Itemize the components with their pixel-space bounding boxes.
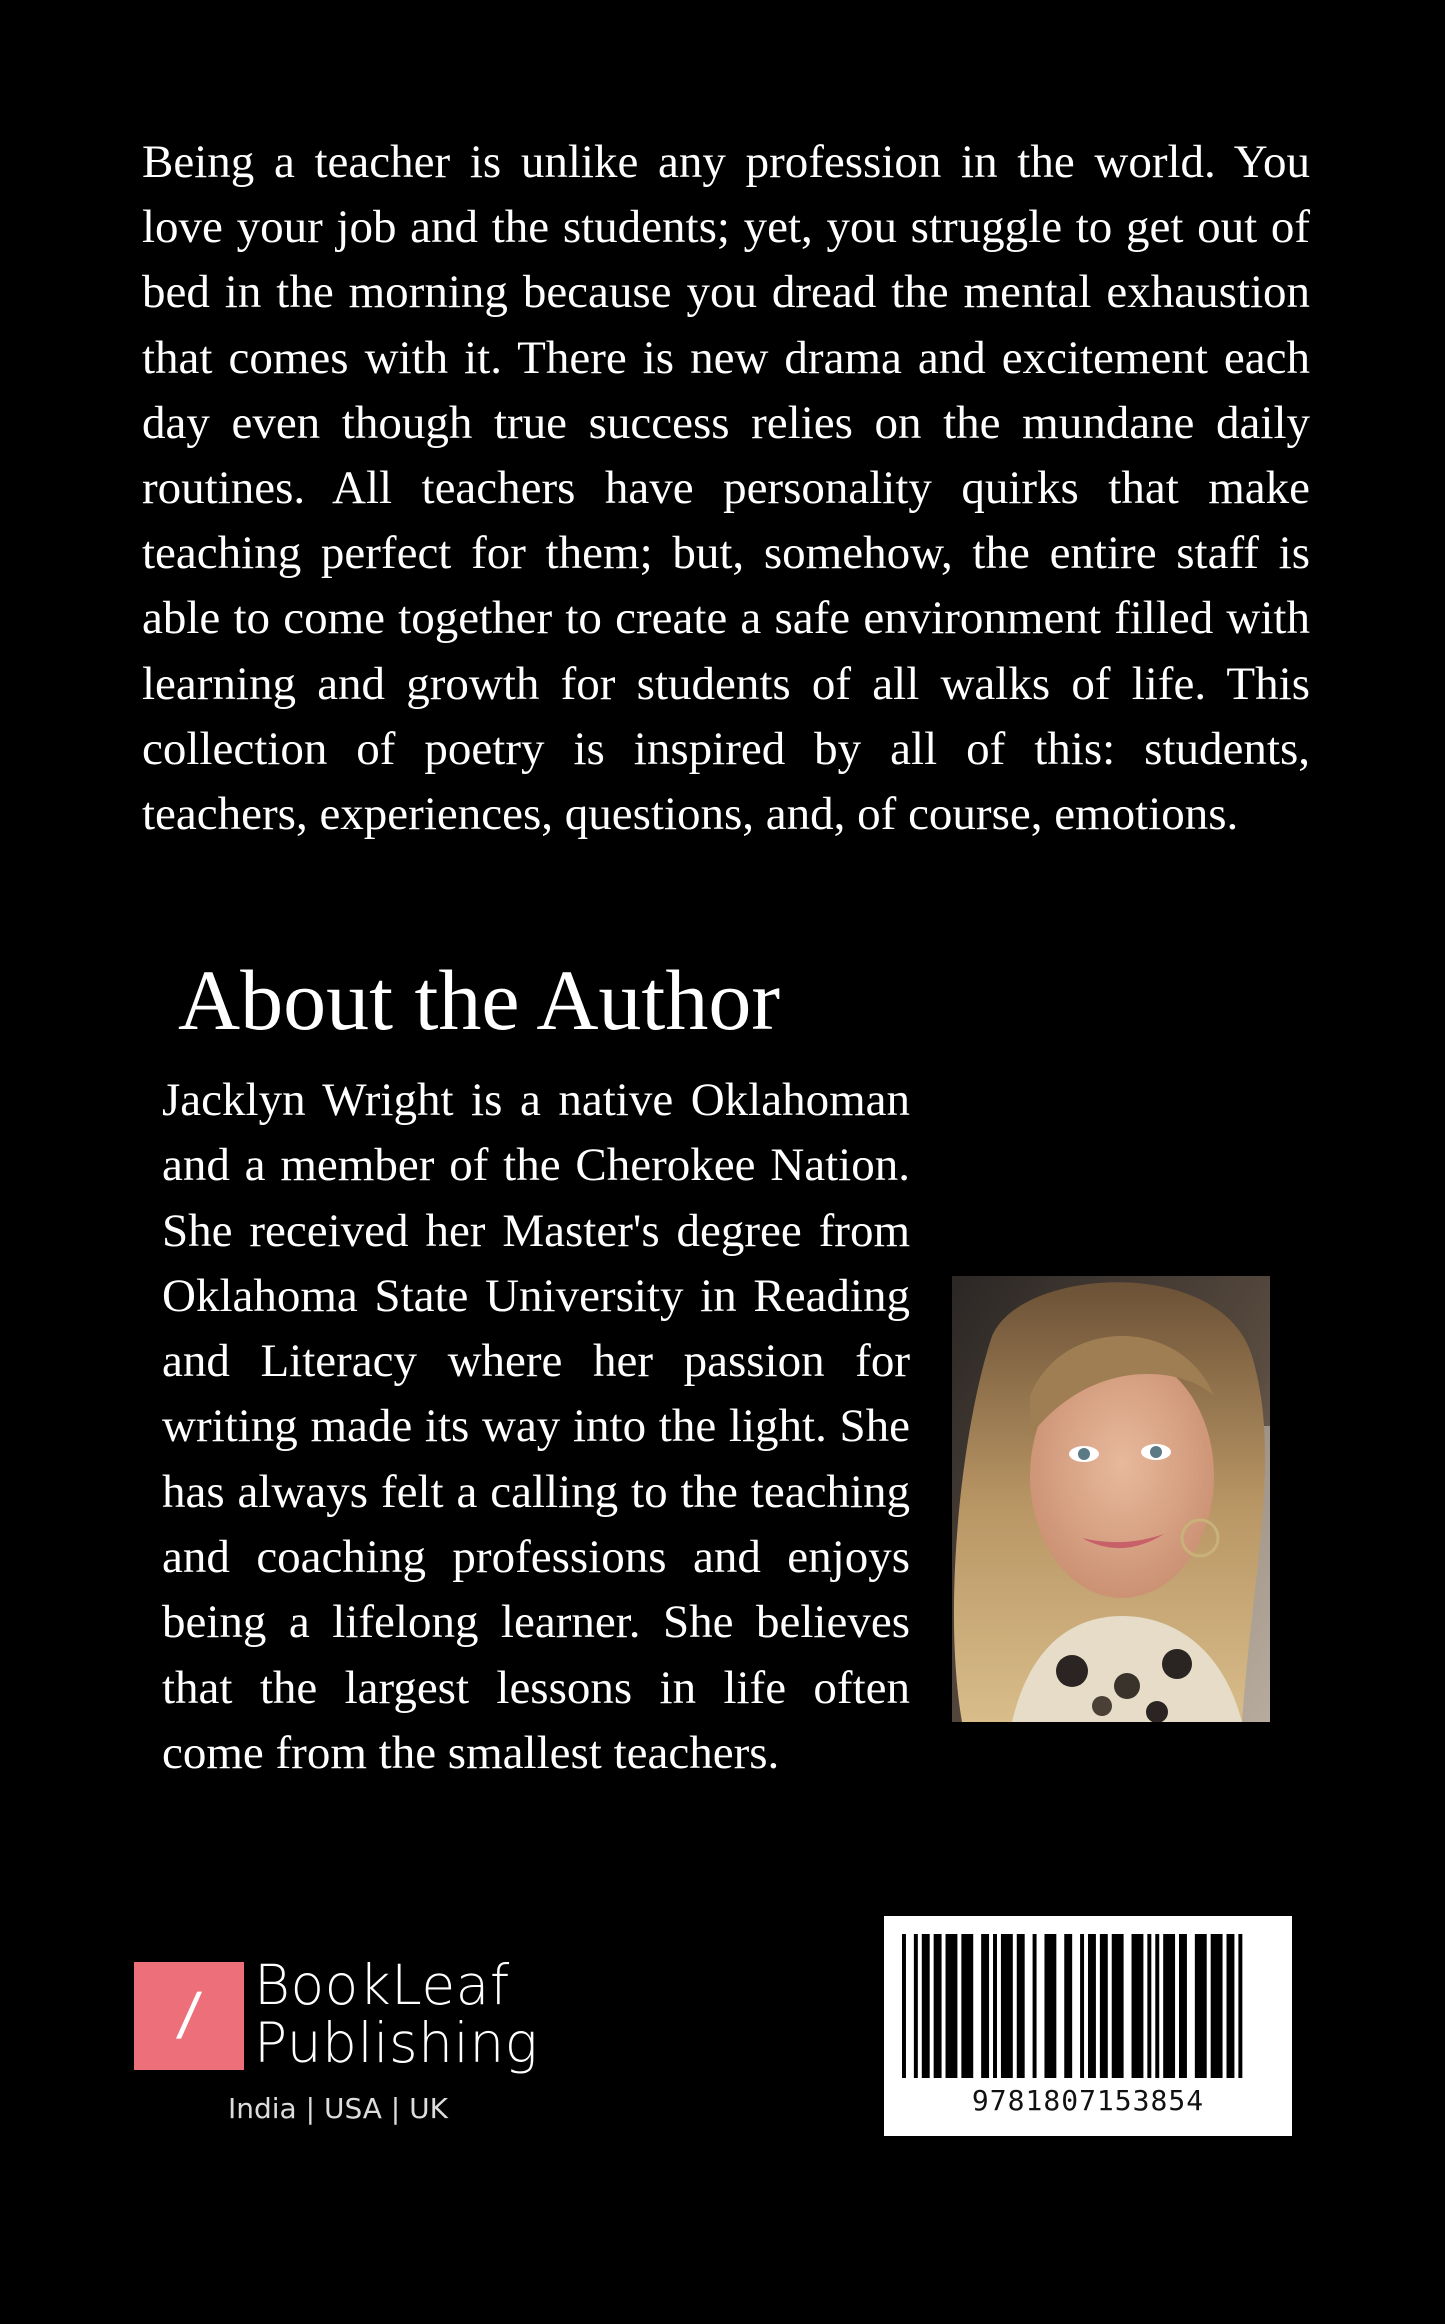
barcode-bar xyxy=(1147,1934,1151,2078)
barcode-bar xyxy=(934,1934,942,2078)
author-bio: Jacklyn Wright is a native Oklahoman and a member of the Cherokee Nation. She received her Master's degree from Oklahoma State University in Reading and Literacy where her passion for writing made its way into the light. She has always felt a calling to the teaching and coaching professions and enjoys being a lifelong learner. She believes that the largest lessons in life often come from the smallest teachers. xyxy=(162,1074,910,1779)
barcode-bar xyxy=(1080,1934,1084,2078)
barcode-bar xyxy=(1195,1934,1207,2078)
barcode-bar xyxy=(902,1934,906,2078)
barcode-bar xyxy=(1211,1934,1223,2078)
barcode-bar xyxy=(1088,1934,1096,2078)
barcode-bar xyxy=(981,1934,989,2078)
publisher-name-line1: BookLeaf xyxy=(254,1953,510,2017)
barcode-bar xyxy=(1001,1934,1013,2078)
isbn-barcode xyxy=(884,1916,1292,2136)
author-photo xyxy=(952,1276,1270,1722)
barcode-bars xyxy=(902,1934,1274,2078)
barcode-bar xyxy=(1100,1934,1108,2078)
barcode-bar xyxy=(993,1934,997,2078)
publisher-logo xyxy=(134,1962,244,2070)
publisher-name-line2: Publishing xyxy=(254,2011,539,2075)
publisher-logo-slash: / xyxy=(173,1980,205,2052)
isbn-number: 9781807153854 xyxy=(971,2084,1205,2117)
publisher-name xyxy=(254,1953,539,2075)
barcode-bar xyxy=(1044,1934,1056,2078)
barcode-bar xyxy=(1238,1934,1242,2078)
barcode-bar xyxy=(1132,1934,1144,2078)
barcode-bar xyxy=(1227,1934,1235,2078)
barcode-bar xyxy=(1033,1934,1037,2078)
barcode-bar xyxy=(1112,1934,1124,2078)
barcode-bar xyxy=(922,1934,930,2078)
author-portrait-image xyxy=(952,1276,1270,1722)
barcode-bar xyxy=(1155,1934,1159,2078)
barcode-bar xyxy=(1179,1934,1187,2078)
barcode-bar xyxy=(914,1934,918,2078)
barcode-bar xyxy=(1163,1934,1175,2078)
barcode-bar xyxy=(946,1934,958,2078)
about-author-heading: About the Author xyxy=(178,952,780,1048)
barcode-bar xyxy=(961,1934,973,2078)
barcode-bar xyxy=(1017,1934,1025,2078)
back-cover-blurb: Being a teacher is unlike any profession in the world. You love your job and the students; yet, you struggle to get out of bed in the morning because you dread the mental exhaustion that comes with it. There is new drama and excitement each day even though true success relies on the mundane daily routines. All teachers have personality quirks that make teaching perfect for them; but, somehow, the entire staff is able to come together to create a safe environment filled with learning and growth for students of all walks of life. This collection of poetry is inspired by all of this: students, teachers, experiences, questions, and, of course, emotions. xyxy=(142,136,1310,841)
publisher-regions: India | USA | UK xyxy=(228,2092,448,2125)
barcode-bar xyxy=(1064,1934,1072,2078)
